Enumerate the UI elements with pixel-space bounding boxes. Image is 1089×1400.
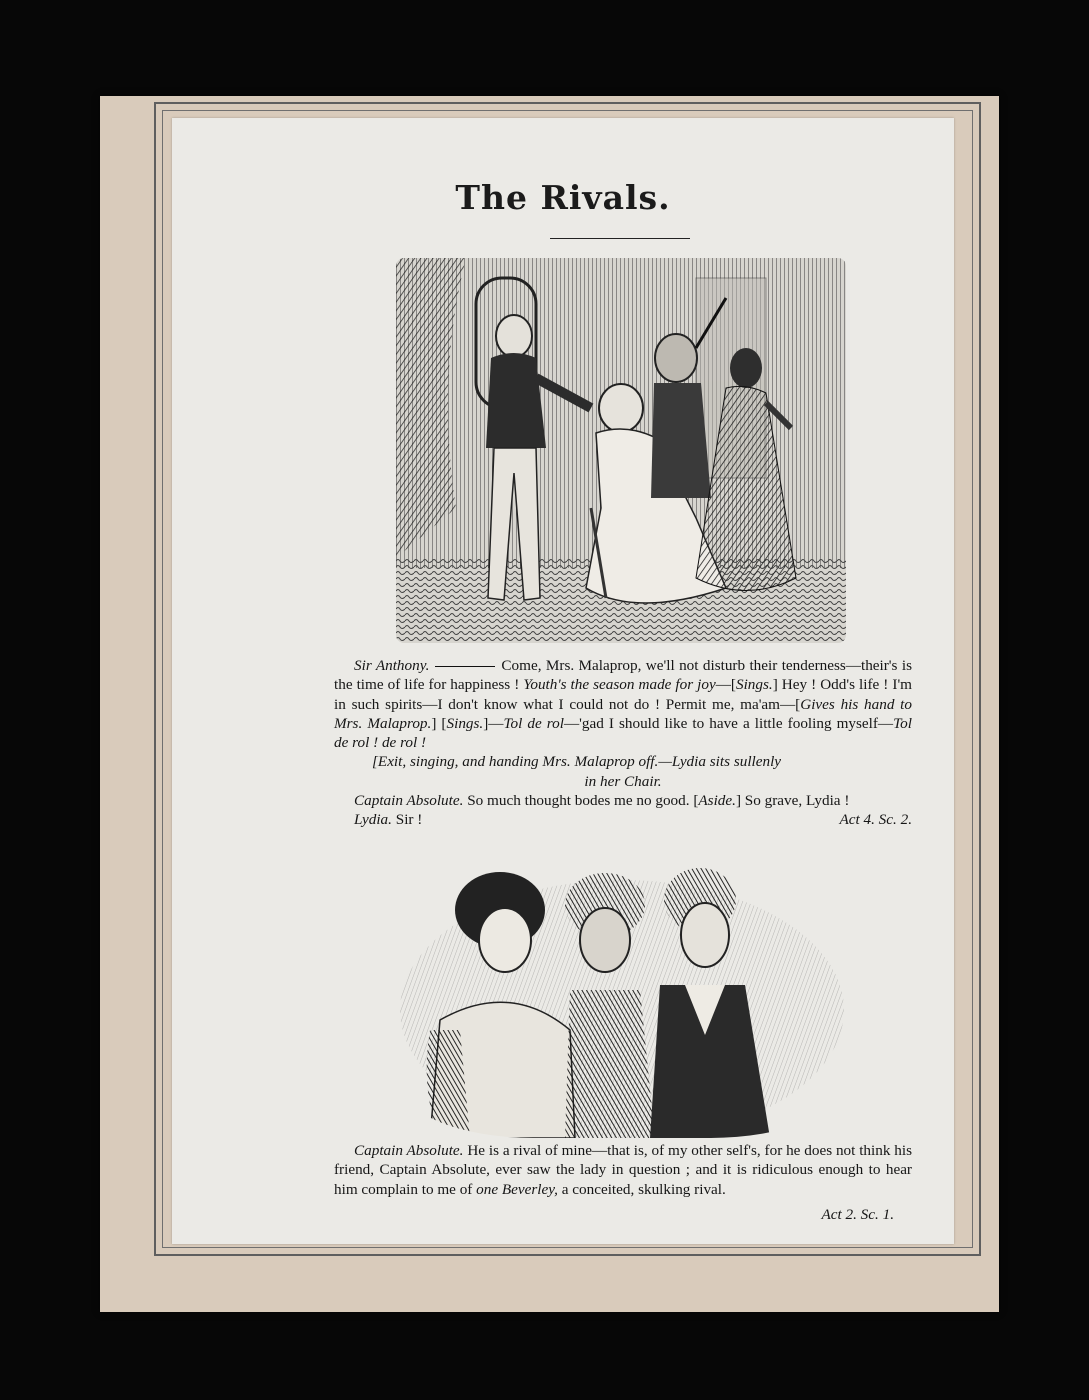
engraving-scene-act4 [396, 258, 846, 643]
engraving-scene-act2 [400, 860, 844, 1138]
speaker-captain-absolute: Captain Absolute. [354, 1142, 464, 1159]
mount-board [100, 96, 999, 1312]
stage-gives-hand: Gives his hand to Mrs. Malaprop. [334, 695, 912, 732]
speech-punct: —[ [715, 676, 736, 694]
sir-anthony-speech [334, 656, 912, 752]
speaker-lydia: Lydia. [354, 811, 392, 829]
scene-act4-text [334, 656, 912, 830]
em-rule [435, 666, 495, 667]
page-title: The Rivals. [455, 178, 671, 217]
speech-text: So much thought bodes me no good. [ [467, 792, 699, 810]
stage-sings: Sings. [446, 714, 484, 732]
song-tol-de-rol-2: Tol de rol ! de rol ! [334, 714, 912, 752]
speech-text: ] So grave, Lydia ! [735, 792, 850, 810]
captain-absolute-speech-2 [334, 1141, 912, 1199]
scene-act2-text [334, 1141, 912, 1224]
speech-text: Sir ! [395, 811, 423, 829]
act-reference-2: Act 2. Sc. 1. [821, 1205, 894, 1223]
speech-italic-beverley: one Beverley, [476, 1180, 558, 1198]
speech-text: a conceited, skulking rival. [561, 1180, 726, 1198]
speech-punct: ]— [483, 714, 504, 732]
lydia-line-row [334, 810, 912, 829]
stage-direction-chair: in her Chair. [584, 772, 662, 790]
speaker-sir-anthony: Sir Anthony. [354, 657, 430, 674]
speech-italic-youth: Youth's the season made for joy [523, 676, 716, 694]
stage-aside: Aside. [698, 792, 736, 810]
title-rule [550, 238, 690, 239]
speech-text: ] Hey ! Odd's life ! I'm in such spirits—I don't know what I could not do ! Permit me, ma'am—[ [334, 676, 912, 713]
speech-text: He is a rival of mine—that is, of my other self's, for he does not think his friend, Captain Absolute, ever saw the lady in question ; and it is ridiculous enough to hear him complain to me of [334, 1142, 912, 1198]
stage-sings: Sings. [735, 676, 773, 694]
captain-absolute-speech [334, 791, 912, 810]
speech-text: Come, Mrs. Malaprop, we'll not disturb their tenderness—their's is the time of life for happiness ! [334, 657, 912, 694]
speech-punct: ] [ [431, 714, 447, 732]
act-reference: Act 4. Sc. 2. [839, 811, 912, 829]
stage-direction-exit: [Exit, singing, and handing Mrs. Malaprop off.—Lydia sits sullenly [372, 753, 782, 771]
printed-sheet [172, 118, 954, 1244]
speaker-captain-absolute: Captain Absolute. [354, 792, 464, 810]
lydia-speech [354, 810, 422, 829]
speech-text: —'gad I should like to have a little fooling myself— [563, 714, 894, 732]
song-tol-de-rol: Tol de rol [503, 714, 564, 732]
